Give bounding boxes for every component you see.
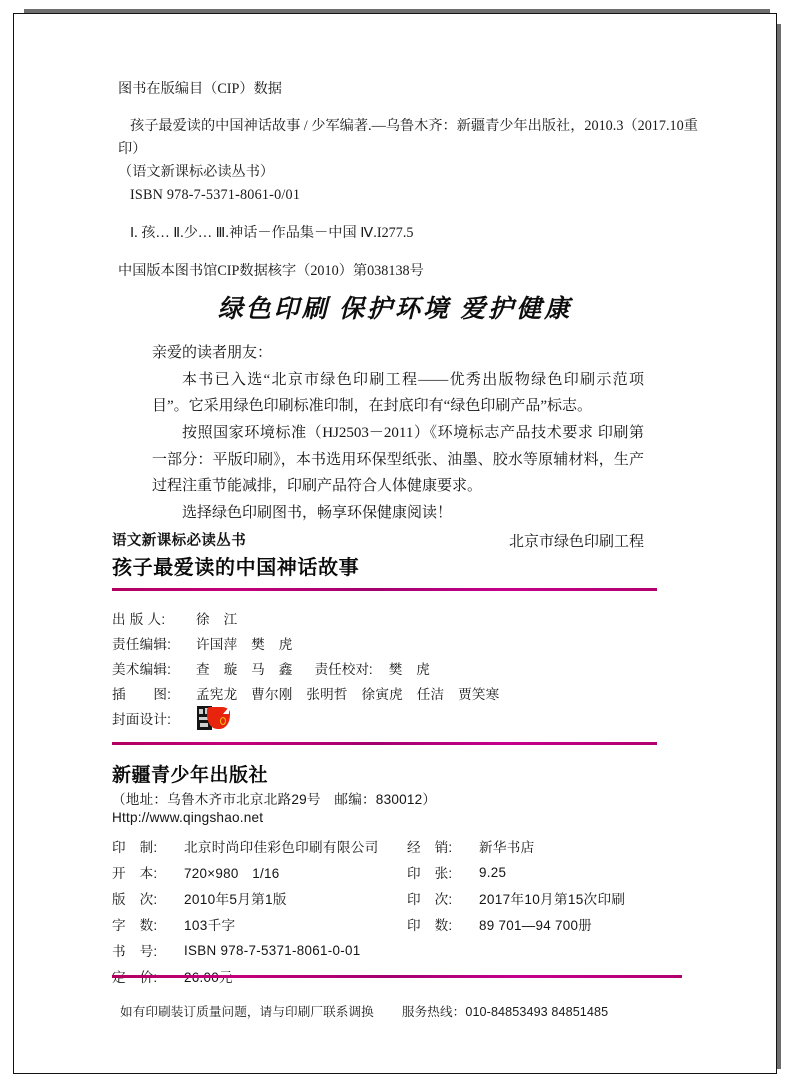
credit-label: 美术编辑: [112,661,172,677]
cip-spacer-3 [118,245,718,260]
spec-label: 版 次: [112,892,158,907]
green-printing-paragraph-1: 本书已入选“北京市绿色印刷工程——优秀出版物绿色印刷示范项目”。它采用绿色印刷标准印制，在封底印有“绿色印刷产品”标志。 [152,371,644,415]
spec-value: 103千字 [184,918,236,933]
green-printing-signature: 北京市绿色印刷工程 [508,533,644,550]
credit-label: 责任编辑: [112,636,172,652]
cover-design-studio-logo-icon [197,706,231,730]
credit-row-cover-design [112,705,672,730]
credit-label: 出 版 人: [112,611,166,627]
spec-cell [112,836,407,856]
cip-classification: Ⅰ. 孩… Ⅱ.少… Ⅲ.神话－作品集－中国 Ⅳ.I277.5 [130,225,414,241]
credits-block [112,605,672,730]
credit-row [112,655,672,680]
spec-label: 印 张: [407,866,453,881]
green-printing-salutation: 亲爱的读者朋友： [152,345,273,361]
cip-block [118,78,718,283]
credit-label: 封面设计: [112,711,172,727]
spec-value: 新华书店 [479,840,535,855]
table-row [112,833,682,859]
spec-value: 2010年5月第1版 [184,892,287,907]
spec-label: 印 制: [112,840,158,855]
cip-spacer-1 [118,101,718,115]
publication-specs-table [112,833,682,989]
spec-value: 2017年10月第15次印刷 [479,892,626,907]
fox-ear-icon [223,707,229,714]
page-title: 孩子最爱读的中国神话故事 [112,557,360,579]
spec-cell [407,914,592,934]
green-printing-paragraph-3: 选择绿色印刷图书，畅享环保健康阅读！ [182,505,453,522]
spec-label: 开 本: [112,866,158,881]
spec-label: 印 数: [407,918,453,933]
quality-notice-text: 如有印刷装订质量问题，请与印刷厂联系调换 [120,1005,374,1019]
spec-label: 经 销: [407,840,453,855]
spec-label: 印 次: [407,892,453,907]
credit-row [112,680,672,705]
spec-cell [112,862,407,882]
table-row [112,911,682,937]
divider-rule-bottom [112,975,682,978]
service-hotline-text: 服务热线：010-84853493 84851485 [401,1005,609,1019]
credit-value: 查 璇 马 鑫 [196,661,293,677]
credit-value: 许国萍 樊 虎 [196,636,293,652]
spec-value: ISBN 978-7-5371-8061-0-01 [184,942,361,958]
cip-entry-line-2: （语文新课标必读丛书） [118,164,275,180]
spec-value: 9.25 [479,864,507,880]
page-frame-shadow-right [777,24,781,1069]
spec-cell [112,914,407,934]
spec-value: 720×980 1/16 [184,865,280,881]
fox-eye-icon [220,717,226,725]
credit-value: 徐 江 [196,611,238,627]
green-printing-paragraph-2: 按照国家环境标准（HJ2503－2011）《环境标志产品技术要求 印刷第一部分：平版印刷》，本书选用环保型纸张、油墨、胶水等原辅材料，生产过程注重节能减排，印刷产品符合人体健康要求。 [152,425,644,495]
green-printing-title: 绿色印刷 保护环境 爱护健康 [217,296,573,323]
spec-cell [407,836,535,856]
credit-label: 插 图: [112,686,172,702]
credit-extra-value: 樊 虎 [388,661,431,677]
table-row [112,937,682,963]
footer-notice [120,1001,700,1020]
credit-value: 孟宪龙 曹尔刚 张明哲 徐寅虎 任洁 贾笑寒 [196,686,500,702]
series-name: 语文新课标必读丛书 [112,533,247,549]
cip-spacer-2 [118,207,718,222]
cip-verification: 中国版本图书馆CIP数据核字（2010）第038138号 [118,263,424,279]
divider-rule-middle [112,742,657,745]
table-row [112,859,682,885]
credit-row [112,630,672,655]
spec-cell [112,940,407,960]
cip-heading: 图书在版编目（CIP）数据 [118,81,282,97]
table-row [112,885,682,911]
publisher-address: （地址：乌鲁木齐市北京北路29号 邮编：830012） [112,792,437,807]
spec-value: 89 701—94 700册 [479,917,592,933]
cip-isbn: ISBN 978-7-5371-8061-0/01 [130,187,301,203]
fox-head-icon [207,707,230,729]
credit-row [112,605,672,630]
divider-rule-top [112,588,657,591]
spec-cell [407,888,625,908]
spec-label: 字 数: [112,918,158,933]
spec-cell [112,888,407,908]
publisher-name: 新疆青少年出版社 [112,765,269,786]
green-printing-body [152,340,644,556]
spec-value: 北京时尚印佳彩色印刷有限公司 [184,840,379,855]
cip-entry-line-1: 孩子最爱读的中国神话故事 / 少军编著.—乌鲁木齐：新疆青少年出版社，2010.3（2017.10重印） [118,118,698,157]
spec-label: 书 号: [112,944,158,959]
spec-cell [407,862,506,882]
credit-extra-label: 责任校对: [314,661,373,677]
publisher-url[interactable]: Http://www.qingshao.net [112,810,264,825]
